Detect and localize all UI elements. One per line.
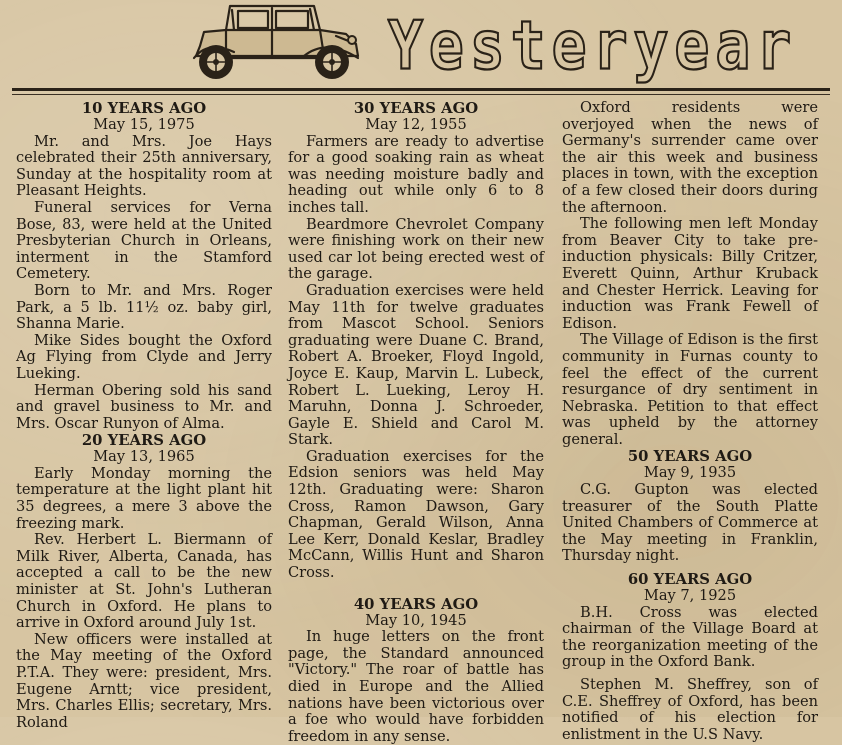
article-paragraph: Born to Mr. and Mrs. Roger Park, a 5 lb. 11½ oz. baby girl, Shanna Marie. [16, 281, 272, 333]
article-paragraph: Stephen M. Sheffrey, son of C.E. Sheffrey of Oxford, has been notified of his election for enlistment in the U.S Navy. [562, 676, 818, 743]
column-2 [288, 100, 544, 745]
article-paragraph: Beardmore Chevrolet Company were finishing work on their new used car lot being erected west of the garage. [288, 215, 544, 283]
article-paragraph: Graduation exercises were held May 11th for twelve graduates from Mascot School. Seniors graduating were Duane C. Brand, Robert A. Broeker, Floyd Ingold, Joyce E. Kaup, Marvin L. Lubeck, Robert L. Lueking, Leroy H. Maruhn, Donna J. Schroeder, Gayle E. Shield and Carol M. Stark. [288, 281, 544, 449]
masthead-rule-thin [12, 94, 830, 95]
article-paragraph: Herman Obering sold his sand and gravel business to Mr. and Mrs. Oscar Runyon of Alma. [16, 381, 272, 432]
section-date: May 12, 1955 [365, 116, 467, 133]
article-paragraph: Mr. and Mrs. Joe Hays celebrated their 25th anniversary, Sunday at the hospitality room at Pleasant Heights. [16, 132, 272, 200]
section-heading: 60 YEARS AGO [627, 571, 753, 589]
article-paragraph: Oxford residents were overjoyed when the news of Germany's surrender came over the air this week and business places in town, with the exception of a few closed their doors during the afternoon. [562, 99, 818, 216]
section-heading: 10 YEARS AGO [81, 100, 207, 117]
section-date: May 13, 1965 [93, 448, 195, 466]
masthead-title: Yesteryear [388, 6, 798, 85]
article-paragraph: Rev. Herbert L. Biermann of Milk River, Alberta, Canada, has accepted a call to be the new minister at St. John's Lutheran Church in Oxford. He plans to arrive in Oxford around July 1st. [16, 531, 272, 632]
article-paragraph: B.H. Cross was elected chairman of the Village Board at the reorganization meeting of the group in the Oxford Bank. [562, 603, 818, 671]
article-paragraph: New officers were installed at the May meeting of the Oxford P.T.A. They were: president, Mrs. Eugene Arntt; vice president, Mrs. Charles Ellis; secretary, Mrs. Roland [16, 630, 272, 731]
article-paragraph: C.G. Gupton was elected treasurer of the South Platte United Chambers of Commerce at the May meeting in Franklin, Thursday night. [562, 481, 818, 565]
article-paragraph: Farmers are ready to advertise for a good soaking rain as wheat was needing moisture badly and heading out while only 6 to 8 inches tall. [288, 132, 544, 216]
vintage-car-icon [186, 0, 366, 82]
article-paragraph: Graduation exercises for the Edsion seniors was held May 12th. Graduating were: Sharon Cross, Ramon Dawson, Gary Chapman, Gerald Wilson, Anna Lee Kerr, Donald Keslar, Bradley McCann, Willis Hunt and Sharon Cross. [288, 447, 544, 582]
column-3 [562, 100, 818, 743]
section-date: May 9, 1935 [643, 464, 737, 482]
section-spacer [288, 582, 544, 596]
masthead [0, 0, 842, 90]
article-paragraph: The following men left Monday from Beaver City to take pre-induction physicals: Billy Critzer, Everett Quinn, Arthur Kruback and Chester Herrick. Leaving for induction was Frank Fewell of Edison. [562, 215, 818, 332]
article-paragraph: Funeral services for Verna Bose, 83, were held at the United Presbyterian Church in Orleans, interment in the Stamford Cemetery. [16, 198, 272, 283]
section-date: May 7, 1925 [643, 587, 737, 605]
section-date: May 15, 1975 [93, 116, 195, 133]
article-paragraph: Mike Sides bought the Oxford Ag Flying from Clyde and Jerry Lueking. [16, 331, 272, 382]
section-heading: 40 YEARS AGO [353, 595, 479, 613]
section-heading: 20 YEARS AGO [81, 432, 207, 450]
section-heading: 30 YEARS AGO [353, 100, 479, 117]
article-paragraph: In huge letters on the front page, the Standard announced "Victory." The roar of battle has died in Europe and the Allied nations have been victorious over a foe who would have forbidden freedom in any sense. [288, 628, 544, 745]
masthead-rule [12, 88, 830, 91]
section-date: May 10, 1945 [365, 611, 467, 629]
section-heading: 50 YEARS AGO [627, 448, 753, 466]
article-paragraph: Early Monday morning the temperature at the light plant hit 35 degrees, a mere 3 above the freezing mark. [16, 464, 272, 532]
article-paragraph: The Village of Edison is the first community in Furnas county to feel the effect of the current resurgance of dry sentiment in Nebraska. Petition to that effect was upheld by the attorney general. [562, 331, 818, 448]
column-1 [16, 100, 272, 731]
